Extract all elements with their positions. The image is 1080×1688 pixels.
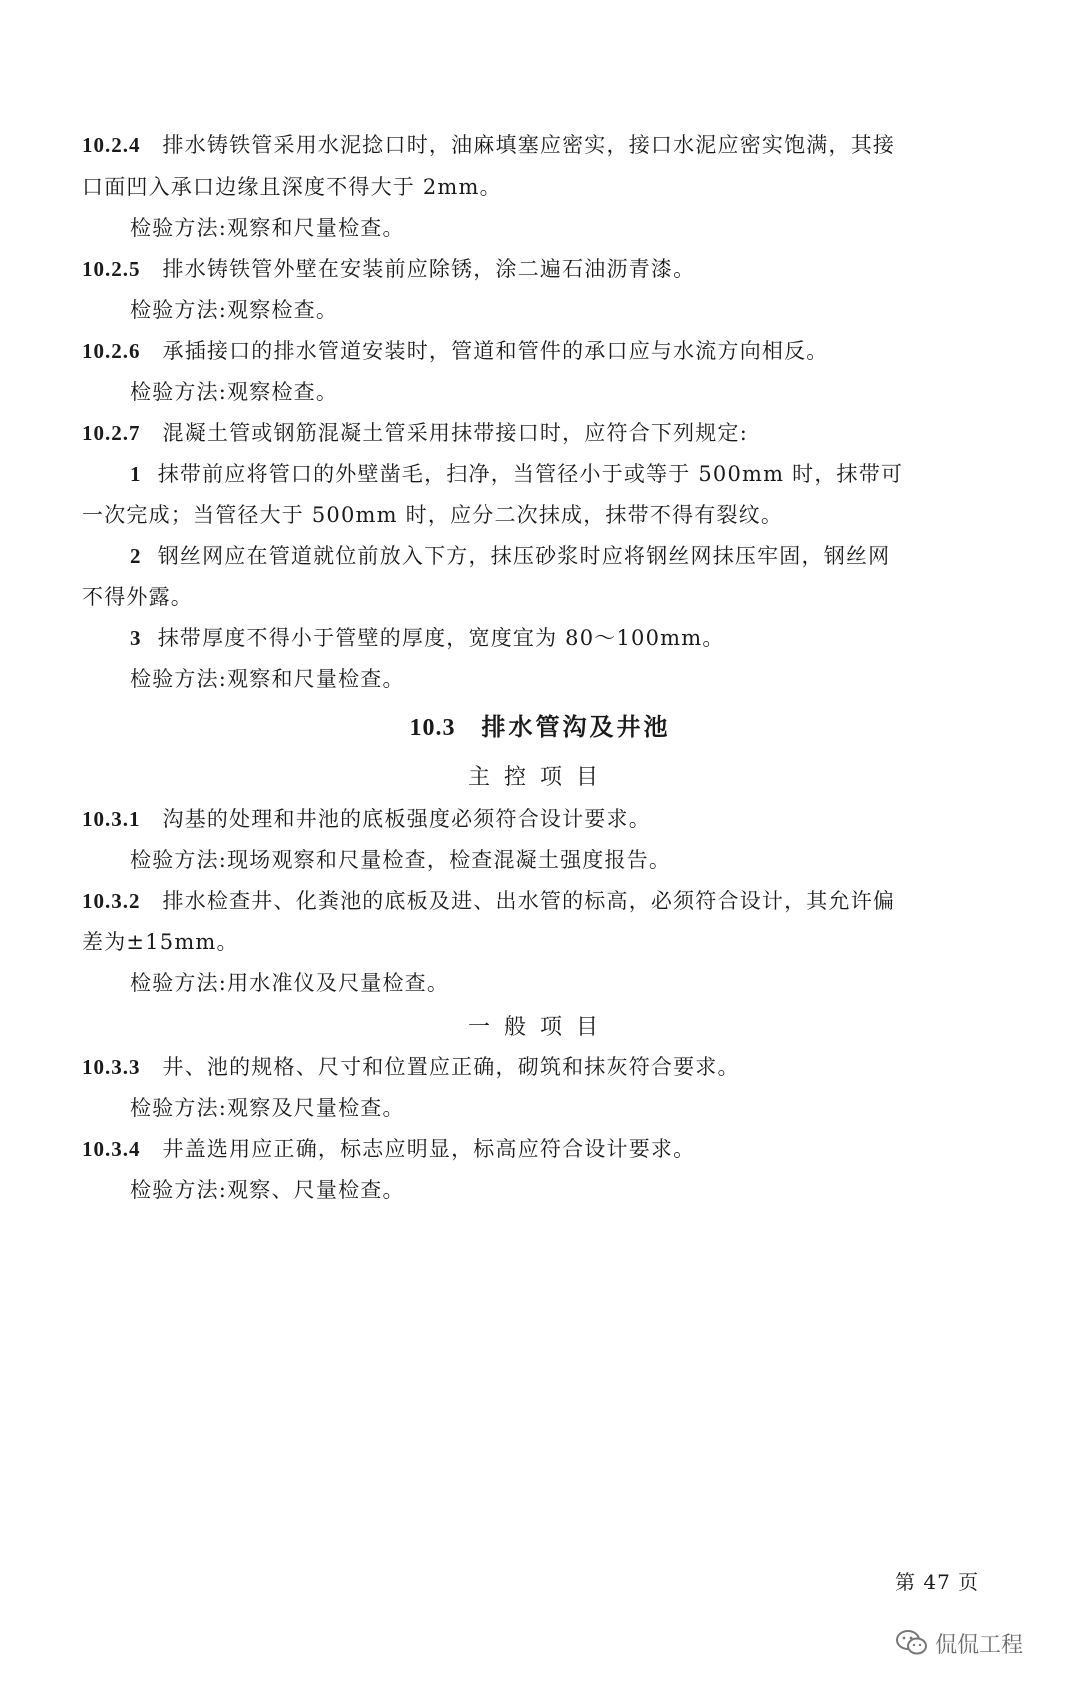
clause-10-3-3 <box>82 1052 1007 1082</box>
clause-text: 排水检查井、化粪池的底板及进、出水管的标高，必须符合设计，其允许偏 <box>162 889 896 913</box>
item-1-line2: 一次完成；当管径大于 500mm 时，应分二次抹成，抹带不得有裂纹。 <box>82 503 784 527</box>
clause-text: 排水铸铁管外壁在安装前应除锈，涂二遍石油沥青漆。 <box>162 257 696 281</box>
item-2-line1 <box>130 541 1055 571</box>
item-text: 抹带前应将管口的外壁凿毛，扫净，当管径小于或等于 500mm 时，抹带可 <box>157 462 904 486</box>
clause-text: 排水铸铁管采用水泥捻口时，油麻填塞应密实，接口水泥应密实饱满，其接 <box>162 133 896 157</box>
item-number: 2 <box>130 544 142 568</box>
clause-10-2-6 <box>82 336 1007 366</box>
clause-10-3-1-check: 检验方法:现场观察和尺量检查，检查混凝土强度报告。 <box>130 848 672 872</box>
clause-text: 沟基的处理和井池的底板强度必须符合设计要求。 <box>162 807 651 831</box>
section-number: 10.3 <box>409 715 456 741</box>
item-2-line2: 不得外露。 <box>82 585 193 609</box>
clause-10-2-4-check: 检验方法:观察和尺量检查。 <box>130 216 405 240</box>
clause-text: 承插接口的排水管道安装时，管道和管件的承口应与水流方向相反。 <box>162 339 829 363</box>
clause-text: 井、池的规格、尺寸和位置应正确，砌筑和抹灰符合要求。 <box>162 1055 740 1079</box>
clause-10-2-7 <box>82 418 1007 448</box>
clause-number: 10.2.4 <box>82 133 141 157</box>
clause-10-3-4 <box>82 1134 1007 1164</box>
item-text: 抹带厚度不得小于管壁的厚度，宽度宜为 80～100mm。 <box>157 626 725 650</box>
clause-10-3-3-check: 检验方法:观察及尺量检查。 <box>130 1096 405 1120</box>
section-heading: 排水管沟及井池 <box>481 712 671 741</box>
item-number: 3 <box>130 626 142 650</box>
clause-number: 10.3.4 <box>82 1137 141 1161</box>
clause-number: 10.2.5 <box>82 257 141 281</box>
section-title <box>0 707 1080 742</box>
clause-10-3-2-check: 检验方法:用水准仪及尺量检查。 <box>130 971 450 995</box>
clause-10-2-5-check: 检验方法:观察检查。 <box>130 298 339 322</box>
clause-10-3-2-line1 <box>82 886 1007 916</box>
watermark <box>895 1626 1023 1660</box>
clause-10-2-4-line1 <box>82 130 1007 160</box>
clause-10-2-5 <box>82 254 1007 284</box>
item-1-line1 <box>130 459 1055 489</box>
clause-number: 10.2.7 <box>82 421 141 445</box>
clause-10-3-2-line2: 差为±15mm。 <box>82 930 239 954</box>
clause-10-3-1 <box>82 804 1007 834</box>
clause-text: 井盖选用应正确，标志应明显，标高应符合设计要求。 <box>162 1137 696 1161</box>
page-number: 第 47 页 <box>895 1570 980 1594</box>
item-number: 1 <box>130 462 142 486</box>
clause-number: 10.3.2 <box>82 889 141 913</box>
clause-number: 10.3.3 <box>82 1055 141 1079</box>
watermark-text: 侃侃工程 <box>935 1632 1024 1658</box>
clause-10-3-4-check: 检验方法:观察、尺量检查。 <box>130 1178 405 1202</box>
main-items-title: 主控项目 <box>467 765 612 790</box>
clause-number: 10.3.1 <box>82 807 141 831</box>
clause-number: 10.2.6 <box>82 339 141 363</box>
clause-10-2-6-check: 检验方法:观察检查。 <box>130 380 339 404</box>
item-text: 钢丝网应在管道就位前放入下方，抹压砂浆时应将钢丝网抹压牢固，钢丝网 <box>157 544 891 568</box>
clause-text: 混凝土管或钢筋混凝土管采用抹带接口时，应符合下列规定: <box>162 421 748 445</box>
clause-10-2-7-check: 检验方法:观察和尺量检查。 <box>130 667 405 691</box>
item-3-line1 <box>130 623 1055 653</box>
general-items-title: 一般项目 <box>467 1015 612 1040</box>
wechat-icon <box>895 1628 929 1658</box>
clause-10-2-4-line2: 口面凹入承口边缘且深度不得大于 2mm。 <box>82 175 502 199</box>
